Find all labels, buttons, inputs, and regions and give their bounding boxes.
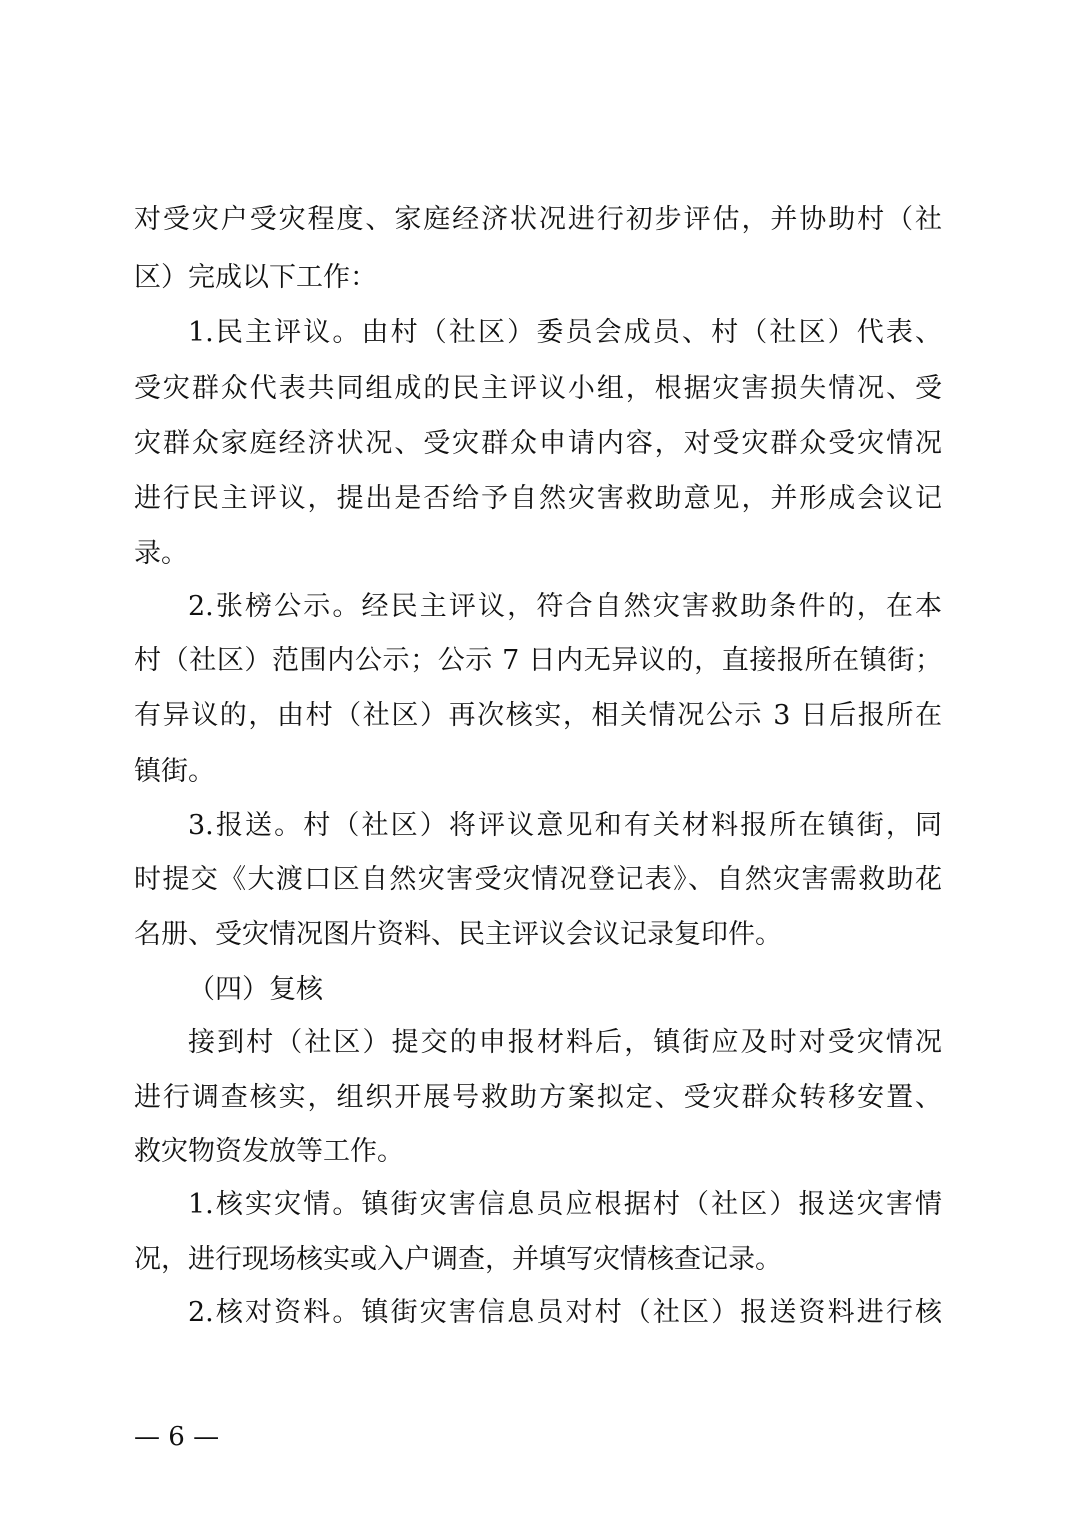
text-line-14: 名册、受灾情况图片资料、民主评议会议记录复印件。 [134, 919, 782, 950]
text-line-5: 灾群众家庭经济状况、受灾群众申请内容，对受灾群众受灾情况 [134, 428, 942, 459]
text-line-12: 3.报送。村（社区）将评议意见和有关材料报所在镇街，同 [188, 810, 942, 841]
text-line-13: 时提交《大渡口区自然灾害受灾情况登记表》、自然灾害需救助花 [134, 864, 942, 895]
text-line-6: 进行民主评议，提出是否给予自然灾害救助意见，并形成会议记 [134, 483, 942, 514]
text-line-7: 录。 [134, 538, 188, 569]
text-line-18: 救灾物资发放等工作。 [134, 1136, 404, 1167]
text-line-21: 2.核对资料。镇街灾害信息员对村（社区）报送资料进行核 [188, 1297, 942, 1328]
text-line-4: 受灾群众代表共同组成的民主评议小组，根据灾害损失情况、受 [134, 373, 942, 404]
text-line-3: 1.民主评议。由村（社区）委员会成员、村（社区）代表、 [188, 317, 942, 348]
text-line-1: 对受灾户受灾程度、家庭经济状况进行初步评估，并协助村（社 [134, 204, 942, 235]
text-line-17: 进行调查核实，组织开展号救助方案拟定、受灾群众转移安置、 [134, 1082, 942, 1113]
text-line-19: 1.核实灾情。镇街灾害信息员应根据村（社区）报送灾害情 [188, 1189, 942, 1220]
text-line-9: 村（社区）范围内公示；公示 7 日内无异议的，直接报所在镇街； [134, 645, 942, 676]
text-line-2: 区）完成以下工作： [134, 262, 377, 293]
text-line-10: 有异议的，由村（社区）再次核实，相关情况公示 3 日后报所在 [134, 700, 942, 731]
text-line-11: 镇街。 [134, 756, 215, 787]
section-heading: （四）复核 [188, 974, 323, 1005]
page-number: — 6 — [134, 1422, 220, 1452]
text-line-16: 接到村（社区）提交的申报材料后，镇街应及时对受灾情况 [188, 1027, 942, 1058]
text-line-20: 况，进行现场核实或入户调查，并填写灾情核查记录。 [134, 1244, 782, 1275]
text-line-8: 2.张榜公示。经民主评议，符合自然灾害救助条件的，在本 [188, 591, 942, 622]
